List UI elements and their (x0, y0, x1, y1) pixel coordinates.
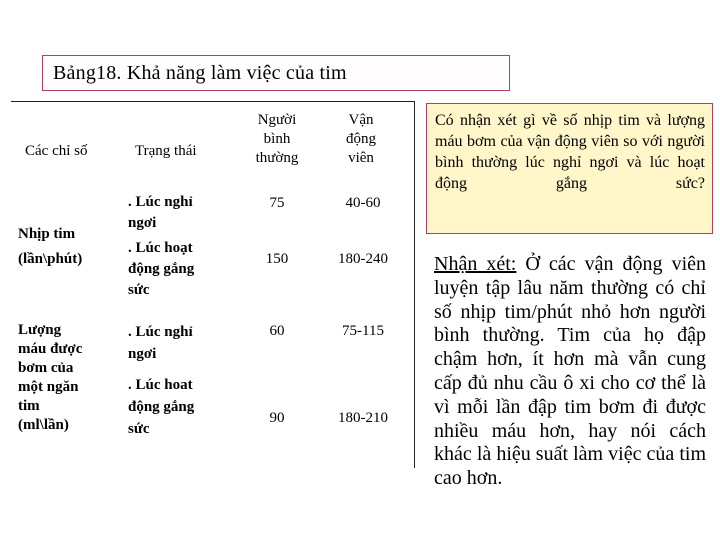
stroke-volume-athlete-active: 180-210 (338, 410, 388, 426)
header-athlete (321, 111, 401, 168)
state-active-line-1: . Lúc hoạt (128, 240, 193, 256)
stroke-volume-label-line-2: máu được (18, 341, 83, 357)
heart-capacity-table (11, 101, 415, 468)
row-stroke-volume-label (18, 321, 126, 435)
answer-heading: Nhận xét: (434, 253, 517, 275)
state-rest-line-2: ngơi (128, 215, 157, 231)
heart-rate-normal-rest: 75 (269, 195, 285, 211)
heart-rate-label-line-2: (lần\phút) (18, 251, 83, 267)
sv-state-active-line-3: sức (128, 421, 150, 437)
row-stroke-volume-state-active (128, 374, 230, 440)
state-rest-line-1: . Lúc nghỉ (128, 194, 193, 210)
answer-text (434, 253, 706, 491)
stroke-volume-normal-active: 90 (269, 410, 285, 426)
header-normal-person (231, 111, 323, 168)
heart-rate-label-line-1: Nhịp tim (18, 226, 76, 242)
header-normal-line-2: bình (263, 131, 291, 147)
answer-body: Ở các vận động viên luyện tập lâu năm thường có chỉ số nhịp tim/phút nhỏ hơn người bình thường. Tim của họ đập chậm hơn, ít hơn mà vẫn cung cấp đủ nhu cầu ô xi cho cơ thể là vì mỗi lần đập tim bơm đi được nhiều máu hơn, hay nói cách khác là hiệu suất làm việc của tim cao hơn. (434, 253, 707, 490)
stroke-volume-label-line-5: tim (18, 398, 40, 414)
header-indicators: Các chỉ số (25, 143, 88, 159)
header-normal-line-1: Người (257, 112, 297, 128)
question-box (426, 103, 713, 234)
sv-state-active-line-1: . Lúc hoat (128, 377, 193, 393)
heart-rate-athlete-rest: 40-60 (345, 195, 381, 211)
sv-state-rest-line-1: . Lúc nghỉ (128, 324, 193, 340)
sv-state-active-line-2: động gắng (128, 399, 195, 415)
stroke-volume-normal-rest: 60 (269, 323, 285, 339)
answer-box (426, 250, 713, 533)
stroke-volume-label-line-3: bơm của (18, 360, 74, 376)
sv-state-rest-line-2: ngơi (128, 346, 157, 362)
heart-rate-athlete-active: 180-240 (338, 251, 388, 267)
header-athlete-line-3: viên (348, 150, 374, 166)
question-text: Có nhận xét gì về số nhịp tim và lượng máu bơm của vận động viên so với người bình thường lúc nghỉ ngơi và lúc hoạt động gắng sức? (435, 112, 705, 192)
table-title-box (42, 55, 510, 91)
stroke-volume-label-line-6: (ml\lần) (18, 417, 69, 433)
header-state: Trạng thái (135, 143, 197, 159)
table-title: Bảng18. Khả năng làm việc của tim (53, 62, 347, 84)
row-stroke-volume-state-rest (128, 321, 230, 365)
header-normal-line-3: thường (255, 150, 299, 166)
row-heart-rate-state-rest (128, 192, 230, 234)
header-athlete-line-2: động (346, 131, 376, 147)
stroke-volume-athlete-rest: 75-115 (342, 323, 384, 339)
heart-rate-normal-active: 150 (265, 251, 289, 267)
stroke-volume-label-line-1: Lượng (18, 322, 62, 338)
row-heart-rate-state-active (128, 238, 230, 301)
header-athlete-line-1: Vận (348, 112, 374, 128)
state-active-line-3: sức (128, 282, 150, 298)
stroke-volume-label-line-4: một ngăn (18, 379, 79, 395)
row-heart-rate-label (18, 222, 126, 272)
state-active-line-2: động gắng (128, 261, 195, 277)
